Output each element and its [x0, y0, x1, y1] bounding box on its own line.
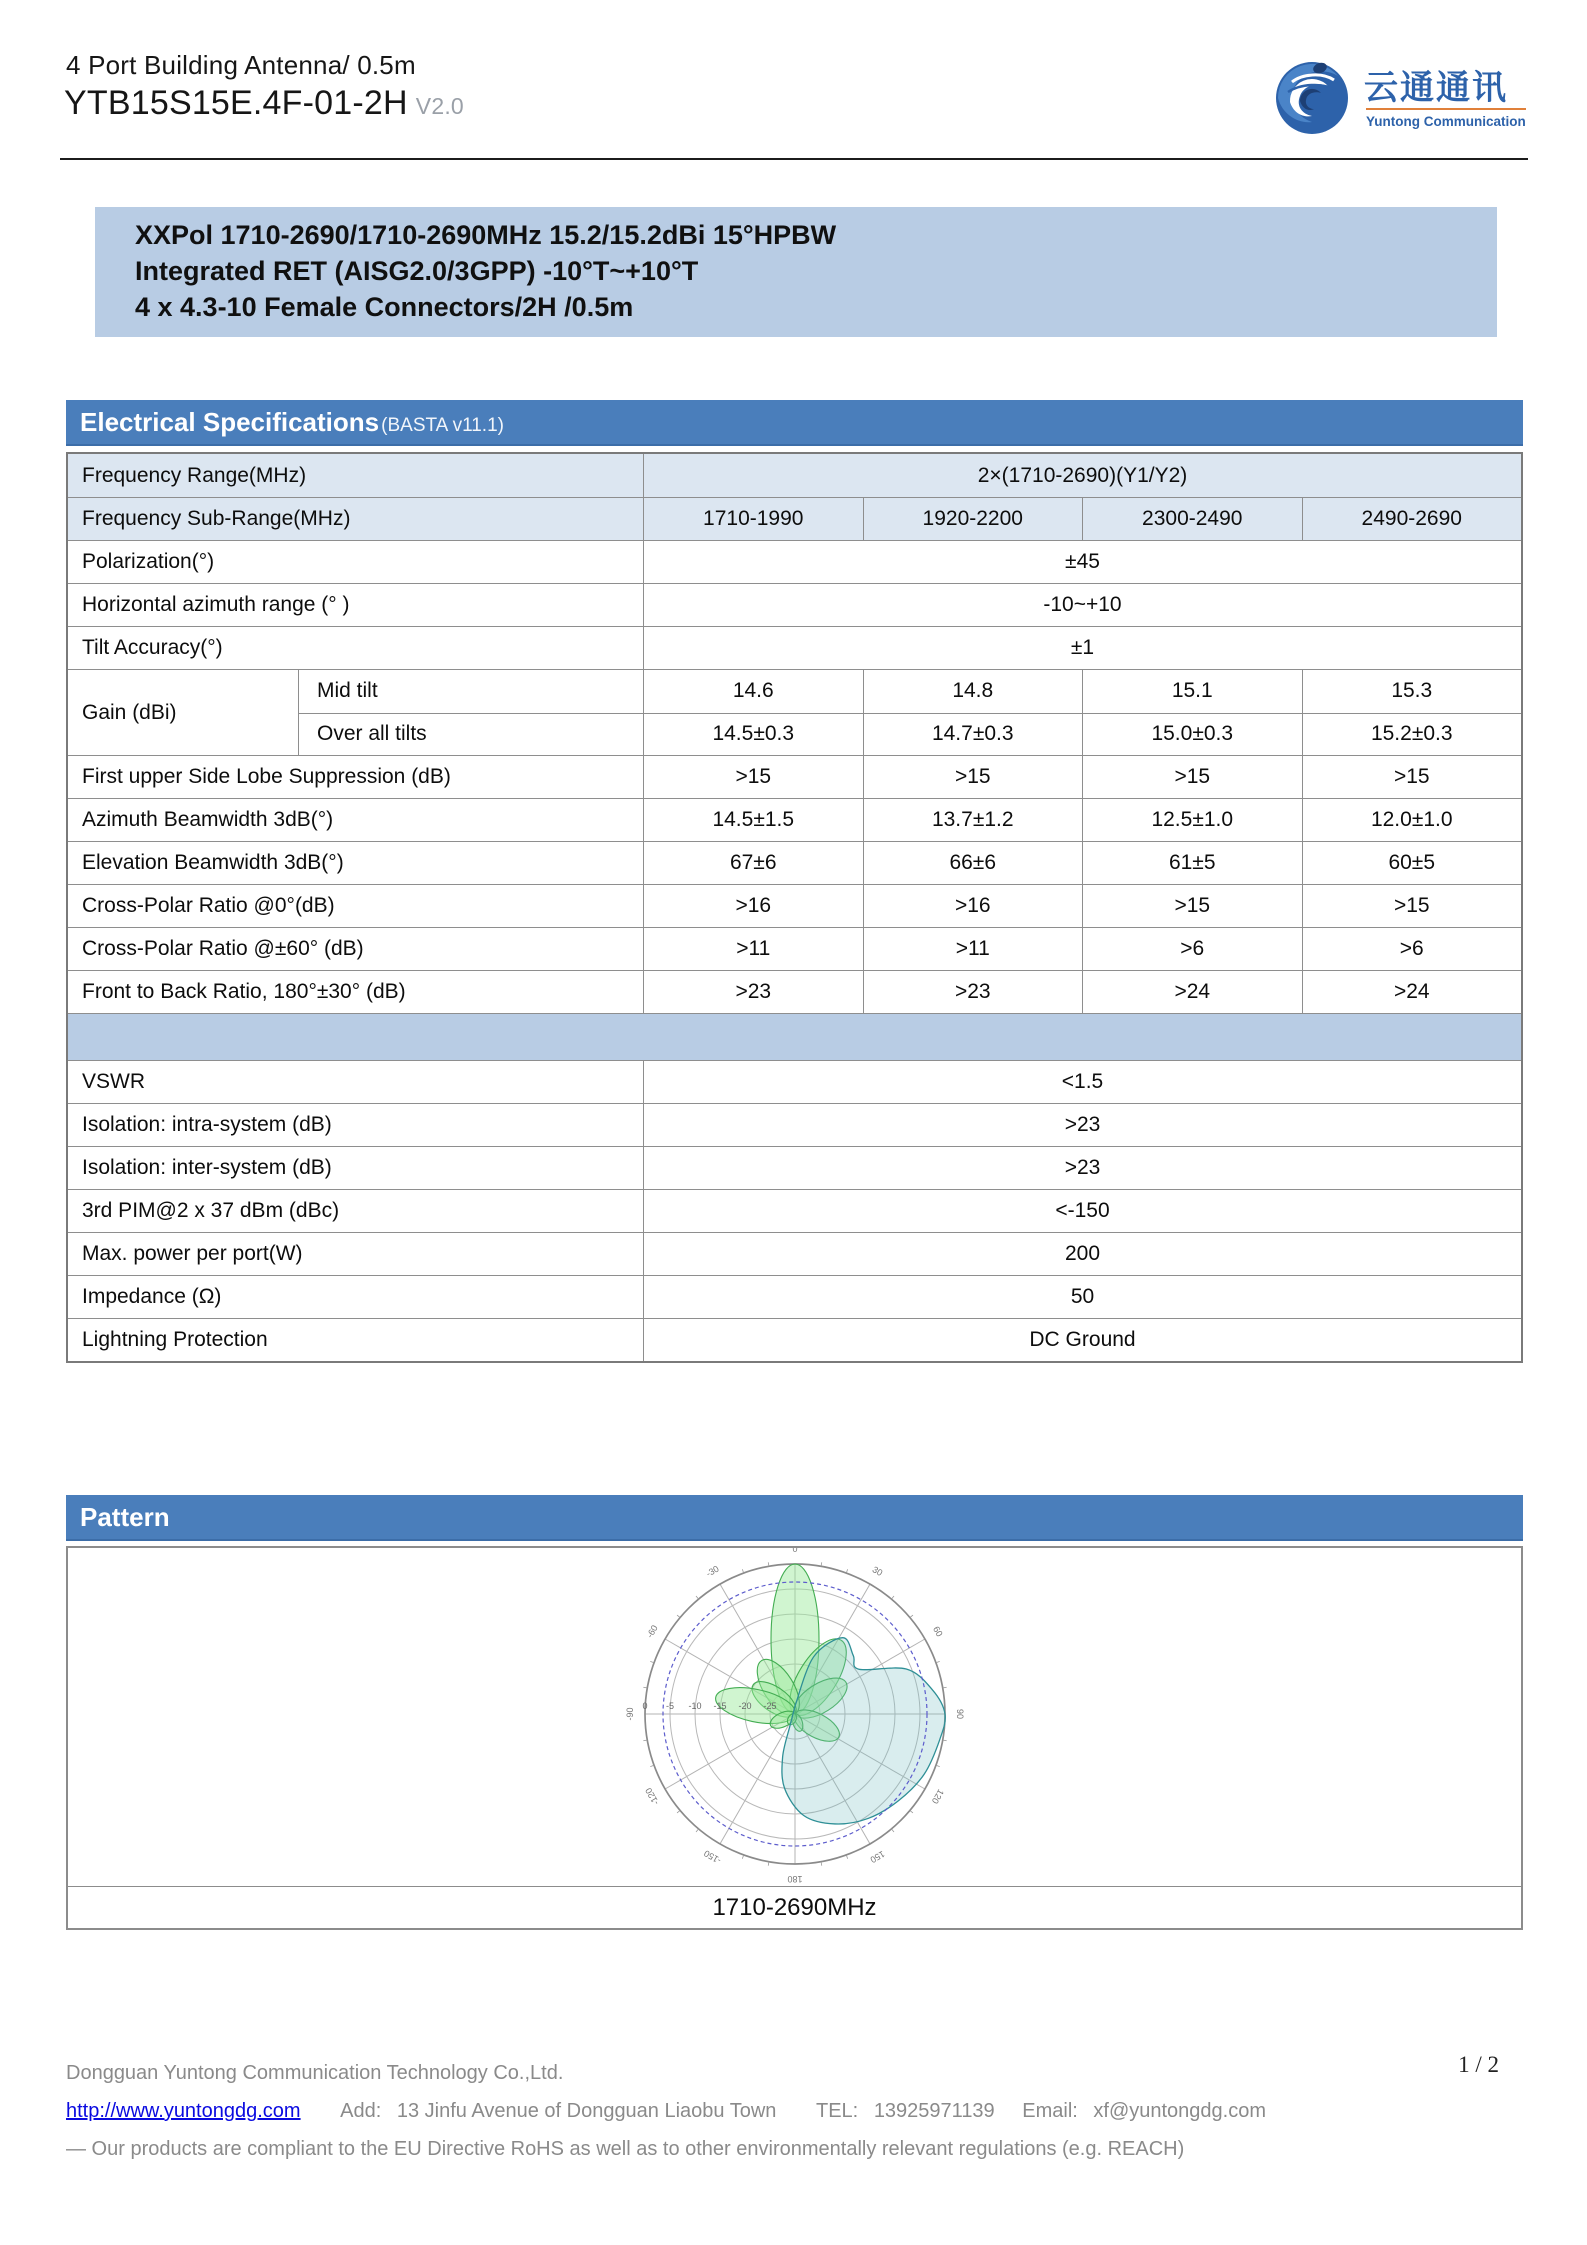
spec-value: >16 — [863, 885, 1083, 927]
logo-divider — [1366, 108, 1526, 110]
polar-db-label: 0 — [642, 1701, 648, 1711]
polar-angle-label: 90 — [955, 1708, 965, 1720]
spec-value: >15 — [863, 756, 1083, 798]
polar-db-label: -10 — [688, 1701, 702, 1711]
spec-value: -10~+10 — [643, 584, 1521, 626]
spec-label: Lightning Protection — [82, 1328, 268, 1351]
spec-label: Front to Back Ratio, 180°±30° (dB) — [82, 980, 406, 1003]
spec-row — [68, 798, 1521, 841]
spec-sublabel: Mid tilt — [298, 670, 643, 713]
spec-value: 50 — [643, 1276, 1521, 1318]
spec-row — [68, 1232, 1521, 1275]
spec-value: 66±6 — [863, 842, 1083, 884]
polar-angle-label: -120 — [643, 1786, 661, 1807]
spec-label: Cross-Polar Ratio @0°(dB) — [82, 894, 335, 917]
spec-row — [68, 669, 1521, 755]
spec-row — [68, 454, 1521, 497]
spec-row — [68, 1103, 1521, 1146]
polar-angle-label: -30 — [704, 1563, 721, 1579]
spec-row — [68, 497, 1521, 540]
version-label: V2.0 — [415, 93, 464, 119]
spec-value: >15 — [1082, 756, 1302, 798]
spec-row — [68, 1060, 1521, 1103]
spec-label: Tilt Accuracy(°) — [82, 636, 223, 659]
footer-company: Dongguan Yuntong Communication Technology Co.,Ltd. — [66, 2062, 564, 2084]
yuntong-logo-icon — [1268, 52, 1356, 140]
electrical-specs-subtitle: (BASTA v11.1) — [381, 415, 504, 436]
polar-db-label: -15 — [713, 1701, 727, 1711]
spec-value: 13.7±1.2 — [863, 799, 1083, 841]
spec-label: VSWR — [82, 1070, 145, 1093]
summary-line-3: 4 x 4.3-10 Female Connectors/2H /0.5m — [135, 292, 634, 322]
spec-row — [68, 884, 1521, 927]
spec-value: >24 — [1082, 971, 1302, 1013]
spec-value: 14.8 — [863, 670, 1083, 713]
spec-label: First upper Side Lobe Suppression (dB) — [82, 765, 451, 788]
spec-value: 2300-2490 — [1082, 498, 1302, 540]
spec-value: >15 — [643, 756, 863, 798]
spec-value: >11 — [643, 928, 863, 970]
spec-value: <-150 — [643, 1190, 1521, 1232]
pattern-plot-box — [66, 1546, 1523, 1888]
logo-cn-text: 云通通讯 — [1364, 69, 1508, 107]
spec-row — [68, 1146, 1521, 1189]
spec-value: >6 — [1302, 928, 1522, 970]
spec-label: Cross-Polar Ratio @±60° (dB) — [82, 937, 364, 960]
polar-angle-label: -60 — [644, 1623, 660, 1640]
spec-label: Horizontal azimuth range (° ) — [82, 593, 350, 616]
spec-label: Isolation: inter-system (dB) — [82, 1156, 332, 1179]
polar-angle-label: 60 — [931, 1624, 945, 1639]
spec-value: 60±5 — [1302, 842, 1522, 884]
electrical-specs-title: Electrical Specifications — [80, 407, 380, 437]
polar-angle-label: -90 — [625, 1707, 635, 1721]
pattern-title: Pattern — [80, 1502, 170, 1532]
address-label: Add: — [340, 2100, 382, 2122]
spec-value: 14.7±0.3 — [863, 714, 1083, 756]
spec-value: 2490-2690 — [1302, 498, 1522, 540]
spec-label: Max. power per port(W) — [82, 1242, 303, 1265]
spec-value: 200 — [643, 1233, 1521, 1275]
spec-subrow — [298, 670, 1521, 713]
spec-row — [68, 1189, 1521, 1232]
spec-value: 12.0±1.0 — [1302, 799, 1522, 841]
spec-value: 14.5±1.5 — [643, 799, 863, 841]
spec-sublabel: Over all tilts — [298, 714, 643, 756]
polar-tick — [696, 1829, 699, 1832]
tel-value: 13925971139 — [873, 2100, 995, 2122]
spec-value: 14.6 — [643, 670, 863, 713]
footer-contact-line — [66, 2100, 1522, 2123]
spec-value: >6 — [1082, 928, 1302, 970]
spec-value: ±45 — [643, 541, 1521, 583]
spec-label: Polarization(°) — [82, 550, 215, 573]
polar-angle-label: 120 — [929, 1787, 946, 1806]
model-number — [64, 84, 464, 123]
spec-value: 15.2±0.3 — [1302, 714, 1522, 756]
polar-angle-label: -150 — [702, 1848, 723, 1866]
spec-subrow — [298, 713, 1521, 756]
spec-value: ±1 — [643, 627, 1521, 669]
tel-label: TEL: — [816, 2100, 859, 2122]
spec-label: Azimuth Beamwidth 3dB(°) — [82, 808, 334, 831]
footer — [66, 2062, 1522, 2176]
electrical-specs-header-bar — [66, 400, 1523, 446]
header-divider — [60, 158, 1528, 160]
product-summary-block — [95, 207, 1497, 337]
spec-value: >15 — [1302, 756, 1522, 798]
spec-value: >15 — [1302, 885, 1522, 927]
summary-line-2: Integrated RET (AISG2.0/3GPP) -10°T~+10°T — [135, 256, 699, 286]
spec-value: 15.1 — [1082, 670, 1302, 713]
polar-db-label: -5 — [665, 1701, 675, 1711]
footer-compliance: — Our products are compliant to the EU Directive RoHS as well as to other environmentally relevant regulations (e.g. REACH) — [66, 2138, 1185, 2160]
polar-angle-label: 180 — [787, 1874, 803, 1884]
table-separator-band — [68, 1013, 1521, 1060]
spec-row — [68, 927, 1521, 970]
polar-db-label: -20 — [738, 1701, 752, 1711]
spec-row — [68, 626, 1521, 669]
spec-label: Frequency Range(MHz) — [82, 463, 307, 487]
spec-value: 12.5±1.0 — [1082, 799, 1302, 841]
spec-value: <1.5 — [643, 1061, 1521, 1103]
spec-group-rows — [298, 670, 1521, 755]
email-label: Email: — [1022, 2100, 1078, 2122]
email-value: xf@yuntongdg.com — [1093, 2100, 1267, 2122]
polar-tick — [910, 1615, 913, 1618]
spec-value: 2×(1710-2690)(Y1/Y2) — [643, 454, 1521, 497]
spec-row — [68, 755, 1521, 798]
spec-value: 67±6 — [643, 842, 863, 884]
pattern-caption: 1710-2690MHz — [66, 1886, 1523, 1930]
spec-label: Frequency Sub-Range(MHz) — [82, 507, 351, 530]
polar-angle-label: 150 — [868, 1848, 887, 1865]
spec-row — [68, 583, 1521, 626]
spec-row — [68, 841, 1521, 884]
product-title: 4 Port Building Antenna/ 0.5m — [66, 50, 416, 80]
spec-value: 61±5 — [1082, 842, 1302, 884]
model-number-text: YTB15S15E.4F-01-2H — [64, 84, 408, 122]
spec-label: Elevation Beamwidth 3dB(°) — [82, 851, 344, 874]
website-link[interactable]: http://www.yuntongdg.com — [66, 2100, 301, 2122]
spec-value: >23 — [643, 1104, 1521, 1146]
spec-row — [68, 540, 1521, 583]
spec-row — [68, 1275, 1521, 1318]
spec-value: 1710-1990 — [643, 498, 863, 540]
spec-label: Impedance (Ω) — [82, 1285, 222, 1308]
spec-group-label: Gain (dBi) — [82, 700, 177, 724]
spec-value: 14.5±0.3 — [643, 714, 863, 756]
page-number: 1 / 2 — [1458, 2052, 1499, 2077]
polar-angle-label: 0 — [792, 1548, 798, 1554]
spec-value: >24 — [1302, 971, 1522, 1013]
spec-row — [68, 970, 1521, 1013]
polar-db-label: -25 — [763, 1701, 777, 1711]
polar-tick — [677, 1615, 680, 1618]
spec-row — [68, 1318, 1521, 1361]
spec-value: >11 — [863, 928, 1083, 970]
polar-tick — [696, 1596, 699, 1599]
polar-tick — [910, 1810, 913, 1813]
address-value: 13 Jinfu Avenue of Dongguan Liaobu Town — [396, 2100, 777, 2122]
logo-en-text: Yuntong Communication — [1366, 114, 1526, 129]
spec-value: >15 — [1082, 885, 1302, 927]
spec-label: 3rd PIM@2 x 37 dBm (dBc) — [82, 1199, 340, 1222]
spec-value: 1920-2200 — [863, 498, 1083, 540]
spec-label: Isolation: intra-system (dB) — [82, 1113, 332, 1136]
spec-value: >23 — [643, 1147, 1521, 1189]
polar-tick — [677, 1810, 680, 1813]
antenna-pattern-polar-chart — [68, 1548, 1521, 1886]
spec-value: >16 — [643, 885, 863, 927]
summary-line-1: XXPol 1710-2690/1710-2690MHz 15.2/15.2dBi 15°HPBW — [135, 220, 837, 250]
spec-value: 15.3 — [1302, 670, 1522, 713]
company-logo — [1268, 52, 1538, 144]
polar-angle-label: 30 — [870, 1564, 885, 1578]
polar-tick — [891, 1596, 894, 1599]
spec-value: >23 — [863, 971, 1083, 1013]
spec-value: DC Ground — [643, 1319, 1521, 1361]
pattern-header-bar — [66, 1495, 1523, 1541]
spec-value: >23 — [643, 971, 863, 1013]
electrical-specs-table — [66, 452, 1523, 1363]
polar-tick — [891, 1829, 894, 1832]
spec-value: 15.0±0.3 — [1082, 714, 1302, 756]
